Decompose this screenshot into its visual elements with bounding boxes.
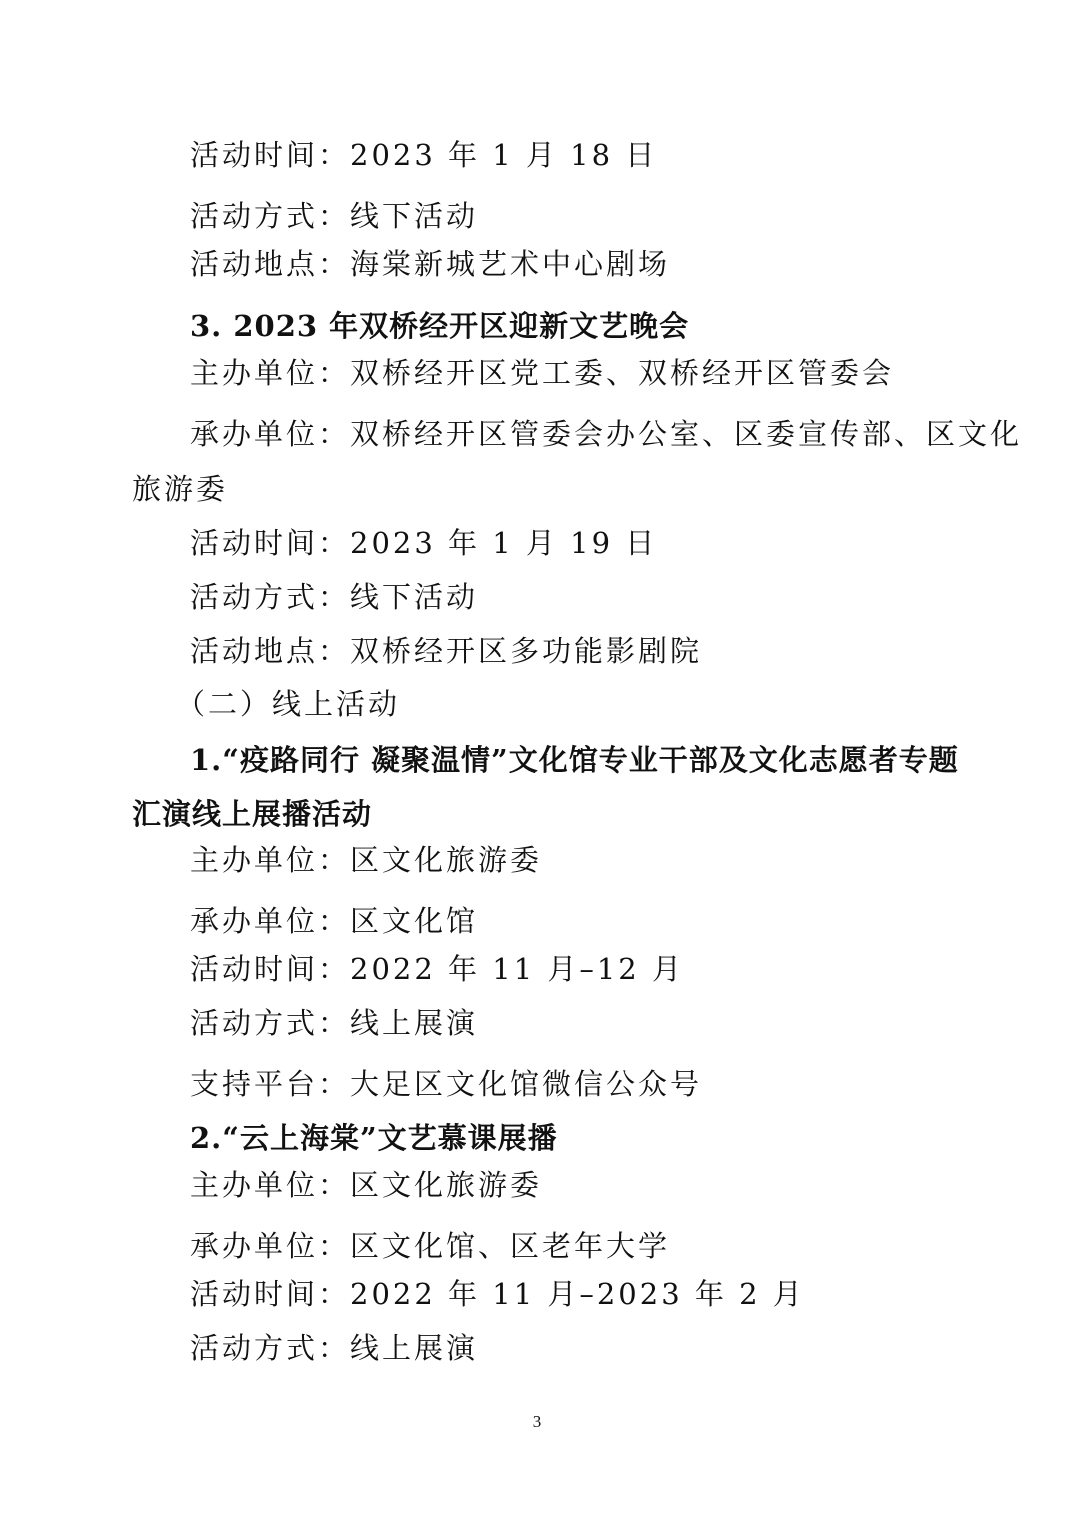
activity-time-line: 活动时间：2022 年 11 月–2023 年 2 月 xyxy=(190,1277,805,1311)
co-organizer-line: 承办单位：区文化馆 xyxy=(190,904,479,938)
organizer-line: 主办单位：区文化旅游委 xyxy=(190,1168,543,1202)
activity-mode-line: 活动方式：线下活动 xyxy=(190,199,479,233)
activity-time-line: 活动时间：2023 年 1 月 18 日 xyxy=(190,138,658,172)
activity-mode-line: 活动方式：线上展演 xyxy=(190,1006,479,1040)
item-heading: 3. 2023 年双桥经开区迎新文艺晚会 xyxy=(190,309,690,343)
item-heading: 1.“疫路同行 凝聚温情”文化馆专业干部及文化志愿者专题 xyxy=(190,743,959,777)
item-heading: 2.“云上海棠”文艺慕课展播 xyxy=(190,1121,558,1155)
platform-line: 支持平台：大足区文化馆微信公众号 xyxy=(190,1067,703,1101)
co-organizer-line: 承办单位：双桥经开区管委会办公室、区委宣传部、区文化 xyxy=(190,417,1023,451)
activity-mode-line: 活动方式：线上展演 xyxy=(190,1331,479,1365)
co-organizer-line: 承办单位：区文化馆、区老年大学 xyxy=(190,1229,671,1263)
activity-time-line: 活动时间：2023 年 1 月 19 日 xyxy=(190,526,658,560)
organizer-line: 主办单位：区文化旅游委 xyxy=(190,843,543,877)
activity-venue-line: 活动地点：双桥经开区多功能影剧院 xyxy=(190,634,703,668)
activity-mode-line: 活动方式：线下活动 xyxy=(190,580,479,614)
organizer-line: 主办单位：双桥经开区党工委、双桥经开区管委会 xyxy=(190,356,895,390)
activity-time-line: 活动时间：2022 年 11 月–12 月 xyxy=(190,952,684,986)
page-number: 3 xyxy=(532,1412,542,1431)
item-heading-continuation: 汇演线上展播活动 xyxy=(132,797,373,831)
activity-venue-line: 活动地点：海棠新城艺术中心剧场 xyxy=(190,247,671,281)
section-heading: （二）线上活动 xyxy=(176,687,401,721)
co-organizer-continuation: 旅游委 xyxy=(132,472,229,506)
